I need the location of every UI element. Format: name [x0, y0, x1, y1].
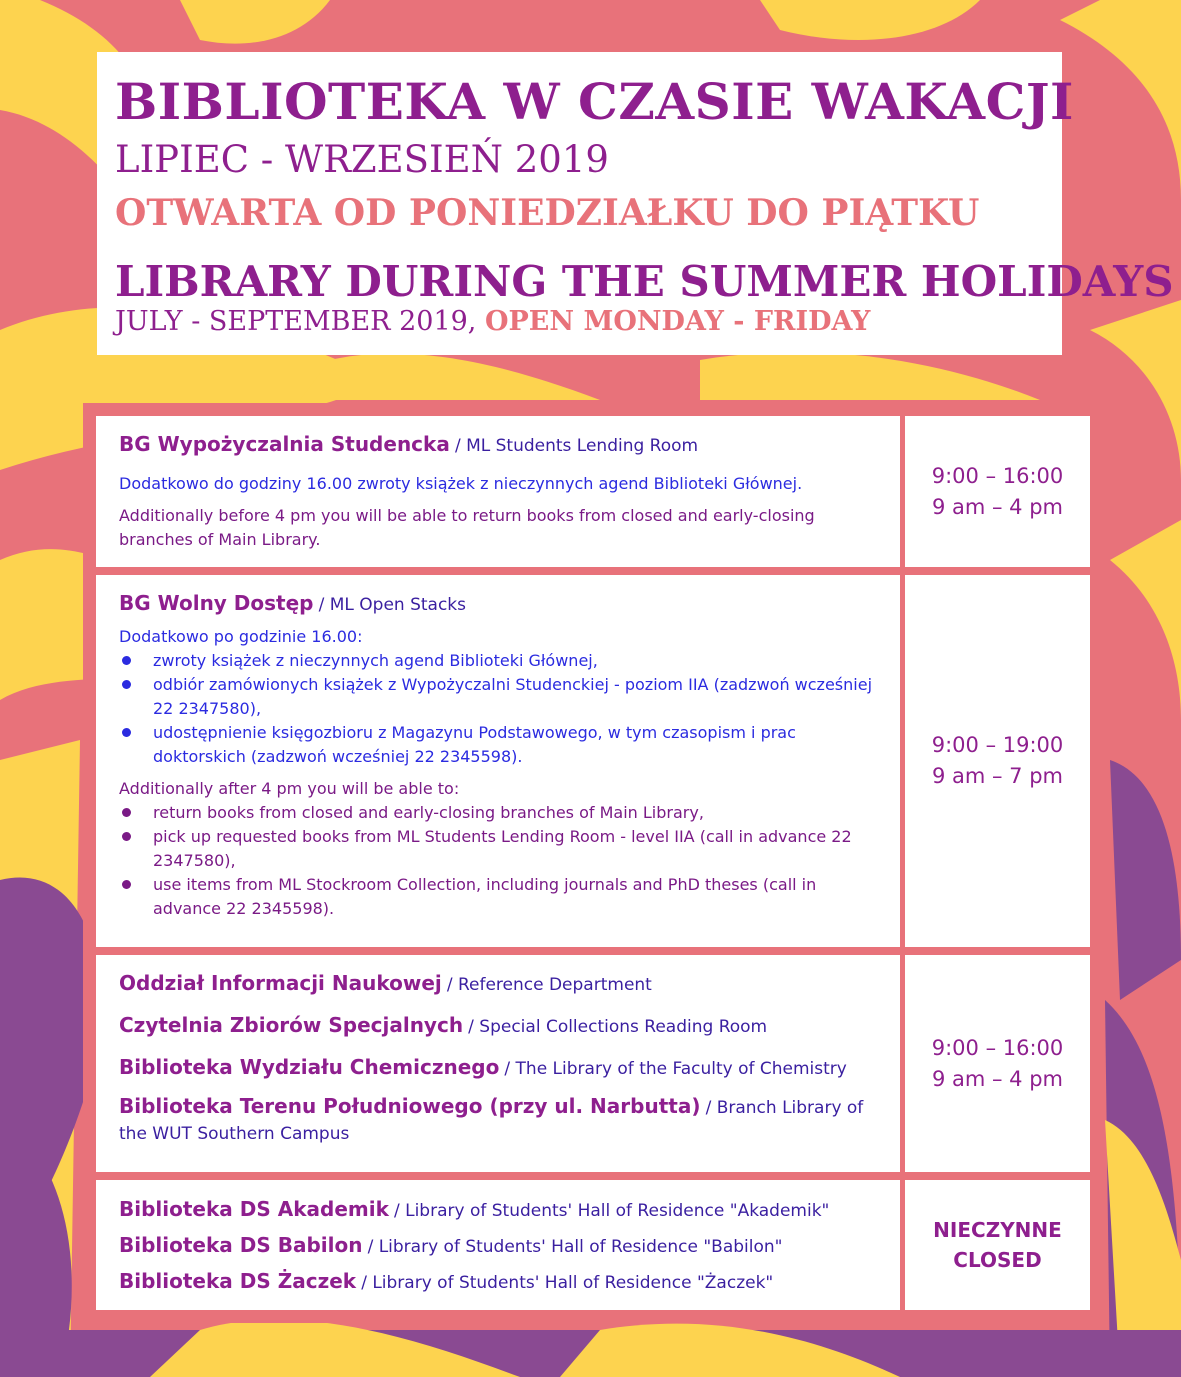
list-item: udostępnienie księgozbioru z Magazynu Podstawowego, w tym czasopism i prac doktorskich (zadzwoń wcześniej 22 2345598). [119, 721, 878, 769]
bullet-list-pl [119, 649, 878, 769]
row-open-stacks [96, 575, 900, 947]
period-pl: LIPIEC - WRZESIEŃ 2019 [115, 138, 609, 181]
page-title-en: LIBRARY DURING THE SUMMER HOLIDAYS [115, 257, 1174, 306]
hours-24h: 9:00 – 19:00 [931, 733, 1064, 757]
branch-name: Biblioteka DS Babilon [119, 1233, 363, 1257]
bullet-list-en [119, 801, 878, 921]
open-days-en: OPEN MONDAY - FRIDAY [484, 306, 871, 337]
row-title [119, 587, 878, 621]
list-item [119, 967, 878, 1001]
intro-en: Additionally after 4 pm you will be able to: [119, 779, 460, 798]
branch-name-en: / Reference Department [446, 975, 652, 995]
hours-cell [905, 416, 1090, 567]
hours-cell [905, 575, 1090, 947]
hours-12h: 9 am – 4 pm [931, 494, 1064, 519]
schedule-table [83, 403, 1104, 1323]
row-reference-group [96, 955, 900, 1172]
header-banner [97, 52, 1174, 355]
branch-name-en: / Special Collections Reading Room [468, 1017, 768, 1037]
note-pl: Dodatkowo do godziny 16.00 zwroty książek z nieczynnych agend Biblioteki Głównej. [119, 474, 803, 493]
branch-name-en: / Library of Students' Hall of Residence "Akademik" [393, 1201, 830, 1221]
branch-name: Czytelnia Zbiorów Specjalnych [119, 1013, 464, 1037]
hours-cell [905, 955, 1090, 1172]
hours-12h: 9 am – 7 pm [931, 764, 1064, 788]
list-item: use items from ML Stockroom Collection, including journals and PhD theses (call in advance 22 2345598). [119, 873, 878, 921]
branch-name: Biblioteka DS Żaczek [119, 1269, 357, 1293]
hours-24h: 9:00 – 16:00 [931, 1035, 1064, 1060]
intro-pl: Dodatkowo po godzinie 16.00: [119, 627, 363, 646]
row-lending-room [96, 416, 900, 567]
period-en [115, 306, 870, 337]
open-days-pl: OTWARTA OD PONIEDZIAŁKU DO PIĄTKU [115, 192, 980, 234]
list-item: zwroty książek z nieczynnych agend Biblioteki Głównej, [119, 649, 878, 673]
page-title: BIBLIOTEKA W CZASIE WAKACJI [115, 72, 1074, 131]
branch-name: Biblioteka Wydziału Chemicznego [119, 1055, 500, 1079]
branch-name: BG Wolny Dostęp [119, 591, 314, 615]
branch-name: Biblioteka DS Akademik [119, 1197, 389, 1221]
branch-name-en: / Library of Students' Hall of Residence "Babilon" [367, 1237, 783, 1257]
list-item [119, 1228, 878, 1264]
period-en-text: JULY - SEPTEMBER 2019, [115, 306, 477, 337]
list-item [119, 1264, 878, 1300]
hours-12h: 9 am – 4 pm [931, 1066, 1064, 1091]
branch-name: Oddział Informacji Naukowej [119, 971, 442, 995]
branch-name: BG Wypożyczalnia Studencka [119, 432, 450, 456]
list-item: odbiór zamówionych książek z Wypożyczalni Studenckiej - poziom IIA (zadzwoń wcześniej 22 2347580), [119, 673, 878, 721]
branch-name: Biblioteka Terenu Południowego (przy ul. Narbutta) [119, 1094, 701, 1118]
branch-name-en: / Library of Students' Hall of Residence "Żaczek" [361, 1273, 774, 1293]
list-item [119, 1192, 878, 1228]
branch-name-en: / ML Open Stacks [318, 595, 466, 615]
branch-name-en: / ML Students Lending Room [454, 436, 699, 456]
branch-name-en: / The Library of the Faculty of Chemistry [504, 1059, 847, 1079]
row-dorm-libraries [96, 1180, 900, 1310]
list-item: return books from closed and early-closing branches of Main Library, [119, 801, 878, 825]
closed-pl: NIECZYNNE [933, 1218, 1062, 1242]
list-item: pick up requested books from ML Students Lending Room - level IIA (call in advance 22 2347580), [119, 825, 878, 873]
hours-cell [905, 1180, 1090, 1310]
closed-en: CLOSED [953, 1248, 1042, 1272]
hours-24h: 9:00 – 16:00 [931, 463, 1064, 488]
branch-name-en: / Branch Library of the WUT Southern Campus [119, 1098, 864, 1144]
list-item [119, 1051, 878, 1085]
row-title [119, 428, 878, 462]
list-item [119, 1009, 878, 1043]
list-item [119, 1093, 878, 1147]
note-en: Additionally before 4 pm you will be able to return books from closed and early-closing branches of Main Library. [119, 506, 815, 549]
